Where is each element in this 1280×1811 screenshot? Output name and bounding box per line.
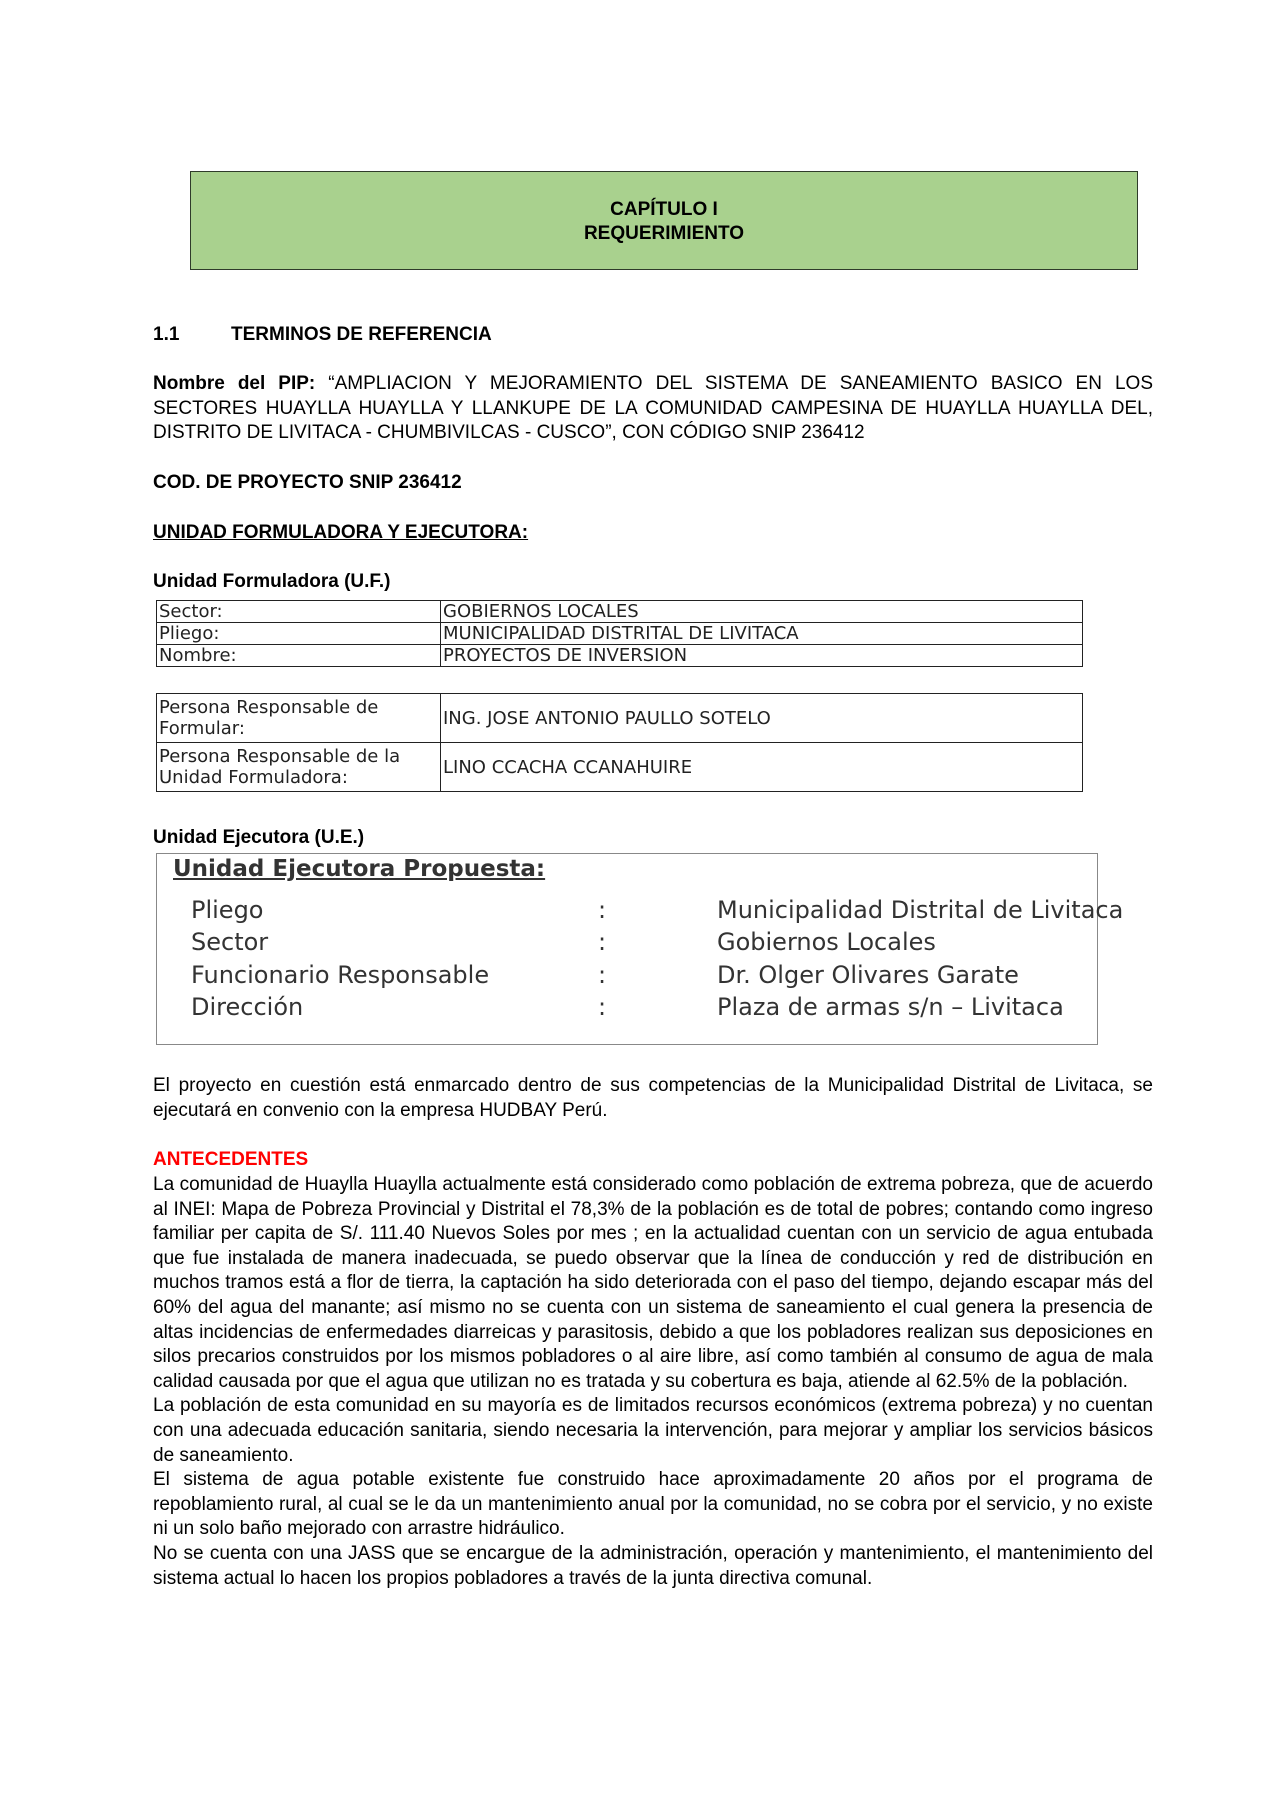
paragraph: La población de esta comunidad en su mayoría es de limitados recursos económicos (extrema pobreza) y no cuentan con una adecuada educación sanitaria, siendo necesaria la intervención, para mejorar y ampliar los servicios básicos de saneamiento. [153,1395,1153,1466]
ue-label: Sector [191,928,269,956]
ue-box [156,853,1124,1045]
table-cell: Pliego: [157,623,441,645]
uf-table-2 [156,693,1083,792]
ue-value: Plaza de armas s/n – Livitaca [717,993,1064,1021]
cod-proyecto: COD. DE PROYECTO SNIP 236412 [153,472,462,493]
table-cell: Nombre: [157,645,441,667]
table-cell: LINO CCACHA CCANAHUIRE [441,743,1083,792]
table-cell: ING. JOSE ANTONIO PAULLO SOTELO [441,694,1083,743]
table-row [157,601,1083,623]
paragraph: La comunidad de Huaylla Huaylla actualmente está considerado como población de extrema pobreza, que de acuerdo al INEI: Mapa de Pobreza Provincial y Distrital el 78,3% de la población es de total de pobres; contando como ingreso familiar per capita de S/. 111.40 Nuevos Soles por mes ; en la actualidad cuentan con un servicio de agua entubada que fue instalada de manera inadecuada, se puedo observar que la línea de conducción y red de distribución en muchos tramos está a flor de tierra, la captación ha sido deteriorada con el paso del tiempo, dejando escapar más del 60% del agua del manante; así mismo no se cuenta con un sistema de saneamiento el cual genera la presencia de altas incidencias de enfermedades diarreicas y parasitosis, debido a que los pobladores realizan sus deposiciones en silos precarios construidos por los mismos pobladores o al aire libre, así como también al consumo de agua de mala calidad causada por que el agua que utilizan no es tratada y su cobertura es baja, atiende al 62.5% de la población. [153,1174,1153,1392]
antecedentes-title: ANTECEDENTES [153,1149,309,1170]
uf-table-1 [156,600,1083,667]
chapter-header [190,171,1138,270]
cell-line: Persona Responsable de la [159,746,401,767]
table-row [157,743,1083,792]
cell-line: Formular: [159,718,245,739]
proyecto-paragraph: El proyecto en cuestión está enmarcado dentro de sus competencias de la Municipalidad Distrital de Livitaca, se ejecutará en convenio con la empresa HUDBAY Perú. [153,1075,1153,1121]
section-title: TERMINOS DE REFERENCIA [231,324,492,345]
ue-value: Municipalidad Distrital de Livitaca [717,896,1124,924]
table-cell [157,694,441,743]
ue-box-title: Unidad Ejecutora Propuesta: [173,856,546,882]
ue-label: Pliego [191,896,264,924]
table-cell: GOBIERNOS LOCALES [441,601,1083,623]
ue-label: Funcionario Responsable [191,961,490,989]
paragraph: No se cuenta con una JASS que se encargue de la administración, operación y mantenimiento, el mantenimiento del sistema actual lo hacen los propios pobladores a través de la junta directiva comunal. [153,1542,1153,1589]
table-row [157,645,1083,667]
ue-title: Unidad Ejecutora (U.E.) [153,827,365,848]
ue-sep: : [598,961,607,989]
cell-line: Persona Responsable de [159,697,379,718]
chapter-title: REQUERIMIENTO [583,223,745,244]
pip-paragraph [153,372,1153,446]
antecedentes-body [153,1173,1153,1591]
ue-sep: : [598,928,607,956]
paragraph: El sistema de agua potable existente fue construido hace aproximadamente 20 años por el programa de repoblamiento rural, al cual se le da un mantenimiento anual por la comunidad, no se cobra por el servicio, y no existe ni un solo baño mejorado con arrastre hidráulico. [153,1469,1153,1540]
unidad-heading [153,521,1153,546]
ue-sep: : [598,896,607,924]
section-number: 1.1 [153,324,180,345]
table-cell: Sector: [157,601,441,623]
pip-label: Nombre del PIP: [153,373,316,394]
section-heading [153,323,1153,348]
ue-sep: : [598,993,607,1021]
uf-title: Unidad Formuladora (U.F.) [153,571,391,592]
chapter-number: CAPÍTULO I [610,199,718,220]
unidad-heading-text: UNIDAD FORMULADORA Y EJECUTORA: [153,522,529,543]
table-cell: MUNICIPALIDAD DISTRITAL DE LIVITACA [441,623,1083,645]
table-row [157,623,1083,645]
table-row [157,694,1083,743]
table-cell: PROYECTOS DE INVERSION [441,645,1083,667]
cell-line: Unidad Formuladora: [159,767,348,788]
table-cell [157,743,441,792]
ue-value: Dr. Olger Olivares Garate [717,961,1019,989]
ue-value: Gobiernos Locales [717,928,936,956]
pip-text: “AMPLIACION Y MEJORAMIENTO DEL SISTEMA DE SANEAMIENTO BASICO EN LOS SECTORES HUAYLLA HUAYLLA Y LLANKUPE DE LA COMUNIDAD CAMPESINA DE HUAYLLA HUAYLLA DEL, DISTRITO DE LIVITACA - CHUMBIVILCAS - CUSCO”, CON CÓDIGO SNIP 236412 [153,373,1153,444]
ue-label: Dirección [191,993,304,1021]
